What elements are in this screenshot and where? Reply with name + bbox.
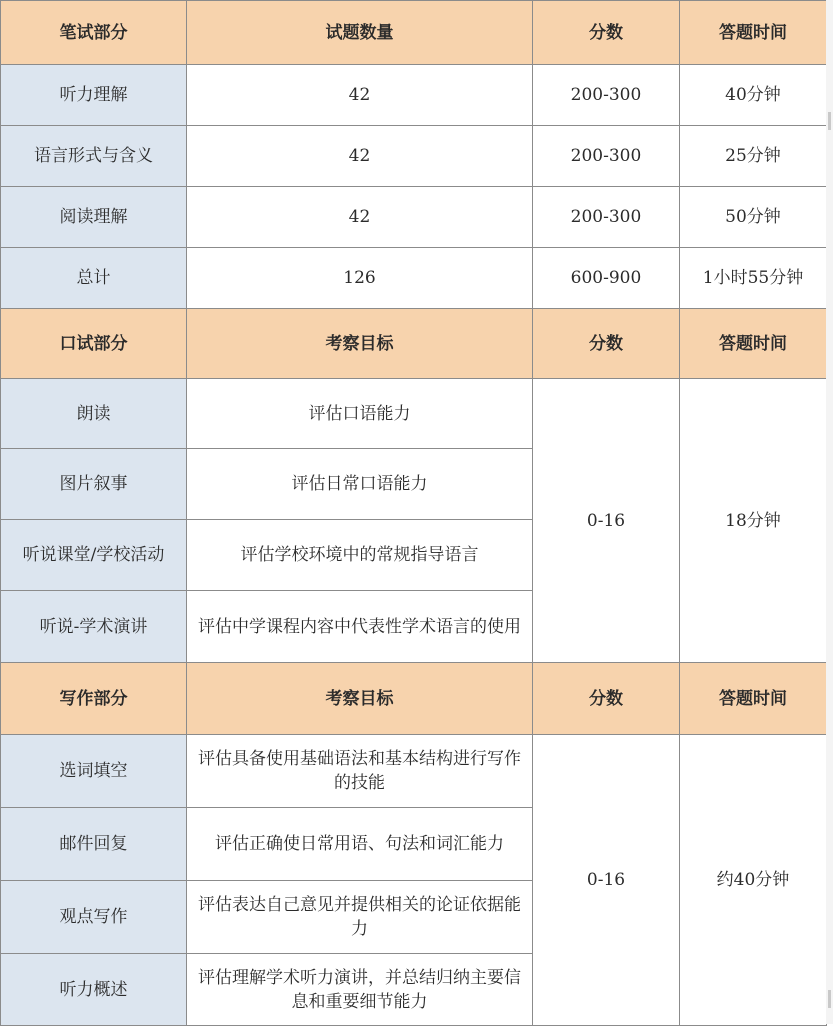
written-header-row [1, 1, 827, 65]
table-row [1, 248, 827, 309]
edge-mark [828, 990, 831, 1008]
written-header-part: 笔试部分 [1, 1, 187, 65]
written-score-cell: 200-300 [533, 126, 680, 187]
writing-goal-cell: 评估理解学术听力演讲，并总结归纳主要信息和重要细节能力 [187, 954, 533, 1026]
oral-goal-cell: 评估日常口语能力 [187, 449, 533, 520]
writing-goal-cell: 评估正确使日常用语、句法和词汇能力 [187, 808, 533, 881]
oral-part-cell: 听说-学术演讲 [1, 591, 187, 663]
written-time-cell: 25分钟 [680, 126, 827, 187]
oral-time-cell: 18分钟 [680, 379, 827, 663]
oral-score-cell: 0-16 [533, 379, 680, 663]
written-header-count: 试题数量 [187, 1, 533, 65]
page-edge-strip [826, 0, 833, 1024]
oral-goal-cell: 评估学校环境中的常规指导语言 [187, 520, 533, 591]
table-row [1, 735, 827, 808]
oral-goal-cell: 评估口语能力 [187, 379, 533, 449]
writing-part-cell: 邮件回复 [1, 808, 187, 881]
writing-goal-cell: 评估表达自己意见并提供相关的论证依据能力 [187, 881, 533, 954]
written-part-cell: 阅读理解 [1, 187, 187, 248]
written-count-cell: 42 [187, 126, 533, 187]
written-count-cell: 42 [187, 65, 533, 126]
written-total-count: 126 [187, 248, 533, 309]
written-total-label: 总计 [1, 248, 187, 309]
table-row [1, 126, 827, 187]
written-score-cell: 200-300 [533, 65, 680, 126]
oral-header-goal: 考察目标 [187, 309, 533, 379]
oral-part-cell: 朗读 [1, 379, 187, 449]
written-header-time: 答题时间 [680, 1, 827, 65]
writing-header-score: 分数 [533, 663, 680, 735]
edge-mark [828, 112, 831, 130]
table-row [1, 65, 827, 126]
written-header-score: 分数 [533, 1, 680, 65]
written-total-time: 1小时55分钟 [680, 248, 827, 309]
writing-header-part: 写作部分 [1, 663, 187, 735]
writing-part-cell: 观点写作 [1, 881, 187, 954]
writing-header-time: 答题时间 [680, 663, 827, 735]
written-count-cell: 42 [187, 187, 533, 248]
writing-part-cell: 选词填空 [1, 735, 187, 808]
written-score-cell: 200-300 [533, 187, 680, 248]
oral-goal-cell: 评估中学课程内容中代表性学术语言的使用 [187, 591, 533, 663]
writing-score-cell: 0-16 [533, 735, 680, 1026]
oral-header-score: 分数 [533, 309, 680, 379]
written-time-cell: 50分钟 [680, 187, 827, 248]
oral-header-time: 答题时间 [680, 309, 827, 379]
oral-part-cell: 听说课堂/学校活动 [1, 520, 187, 591]
writing-header-row [1, 663, 827, 735]
written-part-cell: 听力理解 [1, 65, 187, 126]
oral-header-row [1, 309, 827, 379]
writing-goal-cell: 评估具备使用基础语法和基本结构进行写作的技能 [187, 735, 533, 808]
written-time-cell: 40分钟 [680, 65, 827, 126]
table-row [1, 379, 827, 449]
writing-part-cell: 听力概述 [1, 954, 187, 1026]
writing-time-cell: 约40分钟 [680, 735, 827, 1026]
oral-part-cell: 图片叙事 [1, 449, 187, 520]
table-row [1, 187, 827, 248]
written-total-score: 600-900 [533, 248, 680, 309]
oral-header-part: 口试部分 [1, 309, 187, 379]
writing-header-goal: 考察目标 [187, 663, 533, 735]
written-part-cell: 语言形式与含义 [1, 126, 187, 187]
